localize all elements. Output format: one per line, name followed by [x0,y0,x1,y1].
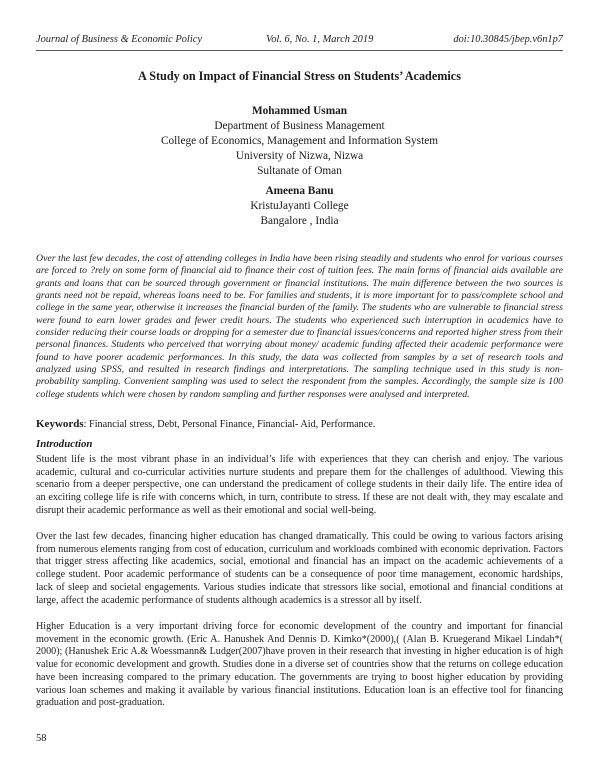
body-paragraph: Over the last few decades, financing higher education has changed dramatically. This could be owing to various factors arising from numerous elements ranging from cost of education, curriculum and workloads combined with economic deprivation. Factors that trigger stress affecting like academics, social, emotional and financial has an impact on the academic achievements of a college student. Poor academic performance of students can be a consequence of poor time management, economic hardships, lack of sleep and societal engagements. Various studies indicate that stressors like social, emotional and financial conditions at large, affect the academic performance of students although academics is a stressor all by itself. [36,531,563,606]
author-affiliation-line: Department of Business Management [214,120,385,132]
author-affiliation-line: Bangalore , India [260,215,339,227]
keywords-text: : Financial stress, Debt, Personal Finance, Financial- Aid, Performance. [83,419,376,430]
volume-info: Vol. 6, No. 1, March 2019 [266,34,374,45]
page-number: 58 [36,733,47,744]
journal-name: Journal of Business & Economic Policy [36,34,202,45]
section-heading: Introduction [36,438,93,450]
author-name: Mohammed Usman [251,105,348,117]
keywords-label: Keywords [36,418,84,430]
author-affiliation-line: College of Economics, Management and Information System [160,135,439,147]
abstract: Over the last few decades, the cost of attending colleges in India have been rising steadily and students who enrol for various courses are forced to ?rely on some form of financial aid to finance their cost of tuition fees. The main forms of financial aids available are grants and loans that can be sourced through government or financial institutions. The main difference between the two sources is grants need not be repaid, whereas loans need to be. For families and students, it is more important for to pass/complete school and college in the same year, otherwise it increases the financial burden of the family. The students who are vulnerable to financial stress were found to earn lower grades and fewer credit hours. The students who experienced such interruption in academics have to consider reducing their course loads or dropping for a semester due to financial issues/concerns and reported higher stress from their personal finances. Students who perceived that worrying about money/ academic funding affected their academic performance were found to have poorer academic performances. In this study, the data was collected from samples by a set of research tools and analyzed using SPSS, and resulted in research findings and interpretations. The sampling technique used in this study is non-probability sampling. Convenient sampling was used to select the respondent from the samples. Accordingly, the sample size is 100 college students which were chosen by random sampling and further responses were analysed and interpreted. [36,253,563,400]
header-divider [36,50,563,51]
keywords-line [36,418,563,430]
author-name: Ameena Banu [265,185,334,197]
author-block [36,104,563,229]
author-affiliation-line: Sultanate of Oman [257,165,342,177]
author-affiliation-line: KristuJayanti College [250,200,349,212]
doi-link[interactable]: doi:10.30845/jbep.v6n1p7 [453,34,563,45]
author-affiliation-line: University of Nizwa, Nizwa [235,150,364,162]
paper-title: A Study on Impact of Financial Stress on Students’ Academics [138,69,461,83]
body-paragraph: Student life is the most vibrant phase in an individual’s life with experiences that they can cherish and enjoy. The various academic, cultural and co-curricular activities nurture students and prepare them for the challenges of adulthood. Viewing this scenario from a deeper perspective, one can understand the predicament of college students in their daily life. The entire idea of an exciting college life is rife with concerns which, in turn, contribute to stress. If these are not dealt with, they may escalate and disrupt their academic performance as well as their emotional and social well-being. [36,454,563,516]
body-paragraph: Higher Education is a very important driving force for economic development of the country and important for financial movement in the economic growth. (Eric A. Hanushek And Dennis D. Kimko*(2000),( (Alan B. Kruegerand Mikael Lindah*( 2000); (Hanushek Eric A.& Woessmann& Ludger(2007)have proven in their research that investing in higher education is of high value for economic development and growth. Studies done in a diverse set of countries show that the returns on college education have been increasing compared to the primary education. The governments are trying to boost higher education by providing various loan schemes and making it available by various financial institutions. Education loan is an effective tool for financing graduation and post-graduation. [36,621,563,709]
